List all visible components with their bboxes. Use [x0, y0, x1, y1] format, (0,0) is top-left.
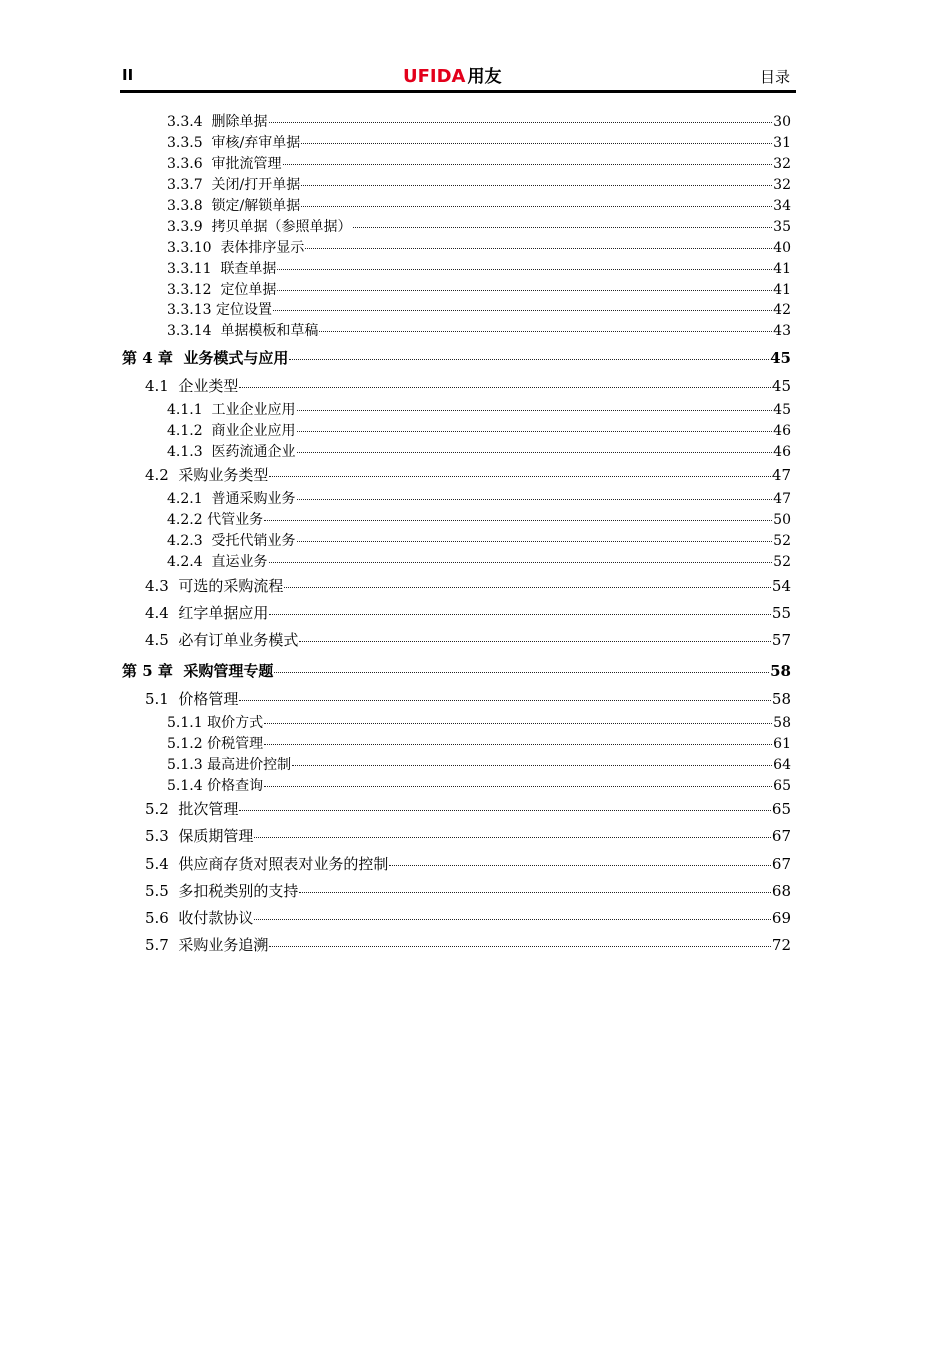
logo-text-en: UFIDA — [403, 66, 466, 87]
toc-entry-page: 45 — [771, 377, 791, 395]
toc-entry-page: 42 — [773, 302, 791, 318]
toc-entry-title: 代管业务 — [207, 512, 264, 528]
toc-entry-gap — [173, 349, 183, 367]
toc-entry-number: 4.4 — [145, 604, 169, 622]
toc-dot-leader — [269, 122, 773, 123]
toc-entry-number: 4.1.3 — [167, 444, 203, 460]
toc-entry-gap — [203, 198, 212, 214]
toc-entry-gap — [212, 282, 221, 298]
toc-entry[interactable] — [120, 798, 791, 819]
toc-entry-number: 4.1.1 — [167, 402, 203, 418]
toc-entry[interactable] — [120, 509, 791, 529]
toc-entry-page: 41 — [773, 261, 791, 277]
toc-entry[interactable] — [120, 299, 791, 319]
toc-entry-title: 审核/弃审单据 — [211, 135, 301, 151]
toc-entry-number: 4.3 — [145, 577, 169, 595]
toc-entry-title: 锁定/解锁单据 — [211, 198, 301, 214]
toc-entry-number: 4.2.3 — [167, 533, 203, 549]
toc-entry-title: 定位设置 — [215, 302, 272, 318]
toc-entry-gap — [203, 533, 212, 549]
toc-entry-title: 医药流通企业 — [211, 444, 296, 460]
toc-entry[interactable] — [120, 258, 791, 278]
toc-entry-page: 32 — [773, 177, 791, 193]
toc-entry-number: 5.7 — [145, 936, 169, 954]
toc-entry-number: 5.1.2 — [167, 736, 203, 752]
toc-entry-gap — [169, 690, 179, 708]
toc-entry[interactable] — [120, 688, 791, 709]
toc-entry-page: 32 — [773, 156, 791, 172]
toc-entry-number: 3.3.5 — [167, 135, 203, 151]
toc-entry-number: 4.2 — [145, 466, 169, 484]
toc-entry-title: 供应商存货对照表对业务的控制 — [178, 855, 389, 873]
toc-entry-gap — [169, 909, 179, 927]
toc-entry-number: 5.4 — [145, 855, 169, 873]
toc-entry-page: 57 — [771, 631, 791, 649]
toc-dot-leader — [277, 290, 772, 291]
toc-entry-title: 收付款协议 — [178, 909, 254, 927]
toc-entry[interactable] — [120, 132, 791, 152]
toc-entry[interactable] — [120, 853, 791, 874]
toc-dot-leader — [269, 476, 770, 477]
toc-chapter-entry[interactable] — [120, 347, 791, 368]
toc-entry[interactable] — [120, 399, 791, 419]
toc-entry-number: 3.3.13 — [167, 302, 212, 318]
toc-entry-page: 67 — [771, 827, 791, 845]
toc-entry[interactable] — [120, 530, 791, 550]
toc-dot-leader — [277, 269, 772, 270]
toc-entry-number: 3.3.7 — [167, 177, 203, 193]
toc-entry-page: 69 — [771, 909, 791, 927]
toc-entry-page: 58 — [771, 690, 791, 708]
toc-entry-number: 4.2.1 — [167, 491, 203, 507]
toc-entry-page: 54 — [771, 577, 791, 595]
toc-entry-page: 45 — [770, 349, 791, 367]
toc-entry-page: 64 — [773, 757, 791, 773]
toc-entry-page: 61 — [773, 736, 791, 752]
toc-entry[interactable] — [120, 551, 791, 571]
toc-entry-number: 5.1.1 — [167, 715, 203, 731]
toc-dot-leader — [284, 587, 770, 588]
toc-dot-leader — [297, 452, 773, 453]
toc-entry-number: 5.6 — [145, 909, 169, 927]
toc-entry[interactable] — [120, 375, 791, 396]
toc-entry-title: 工业企业应用 — [211, 402, 296, 418]
toc-entry-gap — [212, 240, 221, 256]
toc-entry-number: 4.1.2 — [167, 423, 203, 439]
toc-entry-page: 30 — [773, 114, 791, 130]
toc-entry-number: 3.3.14 — [167, 323, 212, 339]
toc-entry-page: 68 — [771, 882, 791, 900]
toc-entry-title: 批次管理 — [178, 800, 239, 818]
toc-dot-leader — [274, 672, 769, 673]
toc-entry-number: 5.1.3 — [167, 757, 203, 773]
toc-entry[interactable] — [120, 775, 791, 795]
toc-entry-gap — [173, 662, 183, 680]
toc-entry-page: 43 — [773, 323, 791, 339]
page-header — [120, 60, 796, 93]
toc-entry-gap — [203, 114, 212, 130]
section-title: 目录 — [759, 68, 790, 86]
toc-dot-leader — [301, 206, 772, 207]
toc-entry-page: 35 — [773, 219, 791, 235]
toc-entry-page: 52 — [773, 533, 791, 549]
ufida-logo — [403, 62, 501, 86]
toc-entry-title: 取价方式 — [207, 715, 264, 731]
toc-dot-leader — [264, 723, 772, 724]
toc-dot-leader — [301, 143, 772, 144]
toc-entry-title: 采购业务类型 — [178, 466, 269, 484]
toc-entry[interactable] — [120, 153, 791, 173]
toc-entry-gap — [203, 554, 212, 570]
toc-entry-gap — [169, 936, 179, 954]
toc-entry[interactable] — [120, 934, 791, 955]
toc-entry-number: 第 5 章 — [122, 662, 173, 680]
toc-dot-leader — [239, 810, 770, 811]
toc-dot-leader — [283, 164, 773, 165]
toc-entry-gap — [203, 423, 212, 439]
toc-entry-title: 采购业务追溯 — [178, 936, 269, 954]
toc-entry-title: 关闭/打开单据 — [211, 177, 301, 193]
toc-entry-gap — [169, 377, 179, 395]
toc-entry-gap — [169, 604, 179, 622]
toc-entry-page: 65 — [773, 778, 791, 794]
toc-entry-page: 34 — [773, 198, 791, 214]
toc-entry[interactable] — [120, 754, 791, 774]
toc-entry-page: 50 — [773, 512, 791, 528]
toc-entry-gap — [203, 219, 212, 235]
toc-entry-title: 必有订单业务模式 — [178, 631, 299, 649]
toc-entry-title: 企业类型 — [178, 377, 239, 395]
toc-entry-page: 52 — [773, 554, 791, 570]
toc-entry-page: 46 — [773, 423, 791, 439]
toc-entry[interactable] — [120, 712, 791, 732]
toc-entry-number: 3.3.6 — [167, 156, 203, 172]
toc-dot-leader — [254, 919, 770, 920]
toc-entry[interactable] — [120, 174, 791, 194]
toc-entry-gap — [203, 402, 212, 418]
toc-dot-leader — [292, 765, 772, 766]
toc-entry[interactable] — [120, 279, 791, 299]
toc-entry-gap — [169, 827, 179, 845]
toc-entry-gap — [203, 156, 212, 172]
toc-entry-number: 4.1 — [145, 377, 169, 395]
toc-entry-title: 可选的采购流程 — [178, 577, 284, 595]
page-number: II — [122, 66, 134, 84]
toc-entry-page: 58 — [770, 662, 791, 680]
toc-entry-number: 3.3.11 — [167, 261, 212, 277]
toc-entry-number: 5.1.4 — [167, 778, 203, 794]
toc-entry[interactable] — [120, 111, 791, 131]
toc-dot-leader — [297, 431, 773, 432]
toc-entry-title: 采购管理专题 — [183, 662, 274, 680]
toc-entry-gap — [169, 631, 179, 649]
toc-entry-title: 拷贝单据（参照单据） — [211, 219, 352, 235]
toc-dot-leader — [389, 865, 770, 866]
toc-entry-page: 40 — [773, 240, 791, 256]
toc-entry-page: 41 — [773, 282, 791, 298]
toc-entry[interactable] — [120, 825, 791, 846]
toc-entry[interactable] — [120, 420, 791, 440]
toc-entry-title: 业务模式与应用 — [183, 349, 289, 367]
toc-entry-number: 5.3 — [145, 827, 169, 845]
toc-entry[interactable] — [120, 488, 791, 508]
toc-entry-gap — [212, 323, 221, 339]
toc-entry-page: 55 — [771, 604, 791, 622]
toc-entry-gap — [169, 466, 179, 484]
toc-entry[interactable] — [120, 237, 791, 257]
toc-entry-title: 定位单据 — [220, 282, 277, 298]
toc-dot-leader — [289, 359, 769, 360]
toc-dot-leader — [273, 310, 772, 311]
toc-entry-title: 价格管理 — [178, 690, 239, 708]
toc-entry-gap — [212, 261, 221, 277]
toc-entry[interactable] — [120, 195, 791, 215]
toc-entry[interactable] — [120, 216, 791, 236]
toc-entry-page: 67 — [771, 855, 791, 873]
toc-entry-title: 保质期管理 — [178, 827, 254, 845]
toc-entry-title: 受托代销业务 — [211, 533, 296, 549]
toc-entry-number: 3.3.4 — [167, 114, 203, 130]
toc-entry-title: 普通采购业务 — [211, 491, 296, 507]
toc-dot-leader — [264, 786, 772, 787]
toc-entry[interactable] — [120, 464, 791, 485]
toc-entry-number: 5.2 — [145, 800, 169, 818]
toc-entry-title: 联查单据 — [220, 261, 277, 277]
toc-entry-page: 58 — [773, 715, 791, 731]
toc-entry-title: 单据模板和草稿 — [220, 323, 319, 339]
toc-entry-number: 4.2.4 — [167, 554, 203, 570]
toc-entry-page: 72 — [771, 936, 791, 954]
toc-dot-leader — [264, 520, 772, 521]
toc-entry-number: 3.3.12 — [167, 282, 212, 298]
logo-text-cn: 用友 — [467, 67, 502, 87]
toc-entry-title: 删除单据 — [211, 114, 268, 130]
toc-entry[interactable] — [120, 880, 791, 901]
toc-dot-leader — [297, 541, 773, 542]
toc-dot-leader — [269, 562, 773, 563]
toc-entry-title: 商业企业应用 — [211, 423, 296, 439]
toc-chapter-entry[interactable] — [120, 660, 791, 681]
toc-entry[interactable] — [120, 907, 791, 928]
toc-entry-title: 价格查询 — [207, 778, 264, 794]
toc-entry-number: 3.3.9 — [167, 219, 203, 235]
toc-entry[interactable] — [120, 733, 791, 753]
toc-dot-leader — [319, 331, 772, 332]
toc-dot-leader — [301, 185, 772, 186]
toc-entry-page: 47 — [773, 491, 791, 507]
toc-entry-gap — [169, 577, 179, 595]
toc-entry-number: 3.3.8 — [167, 198, 203, 214]
toc-entry-gap — [169, 800, 179, 818]
toc-dot-leader — [297, 410, 773, 411]
toc-entry-title: 红字单据应用 — [178, 604, 269, 622]
toc-entry-title: 表体排序显示 — [220, 240, 305, 256]
toc-entry-page: 45 — [773, 402, 791, 418]
toc-entry[interactable] — [120, 441, 791, 461]
toc-entry-gap — [203, 444, 212, 460]
toc-dot-leader — [297, 499, 773, 500]
toc-entry-title: 价税管理 — [207, 736, 264, 752]
toc-entry-number: 4.5 — [145, 631, 169, 649]
toc-entry[interactable] — [120, 602, 791, 623]
toc-dot-leader — [239, 387, 770, 388]
toc-entry-page: 31 — [773, 135, 791, 151]
toc-entry-number: 4.2.2 — [167, 512, 203, 528]
toc-entry-number: 5.1 — [145, 690, 169, 708]
toc-dot-leader — [239, 700, 770, 701]
toc-entry-gap — [169, 855, 179, 873]
toc-dot-leader — [299, 641, 770, 642]
toc-entry-page: 65 — [771, 800, 791, 818]
toc-entry-title: 直运业务 — [211, 554, 268, 570]
toc-entry-gap — [203, 177, 212, 193]
toc-dot-leader — [269, 946, 770, 947]
toc-entry[interactable] — [120, 629, 791, 650]
toc-entry-title: 最高进价控制 — [207, 757, 292, 773]
toc-dot-leader — [305, 248, 772, 249]
toc-dot-leader — [299, 892, 770, 893]
toc-entry-gap — [169, 882, 179, 900]
toc-entry-number: 3.3.10 — [167, 240, 212, 256]
toc-dot-leader — [353, 227, 773, 228]
toc-entry-page: 46 — [773, 444, 791, 460]
toc-entry-number: 第 4 章 — [122, 349, 173, 367]
toc-entry-page: 47 — [771, 466, 791, 484]
toc-entry-number: 5.5 — [145, 882, 169, 900]
toc-entry-gap — [203, 135, 212, 151]
toc-entry-gap — [203, 491, 212, 507]
toc-dot-leader — [264, 744, 772, 745]
toc-entry-title: 多扣税类别的支持 — [178, 882, 299, 900]
toc-entry[interactable] — [120, 320, 791, 340]
toc-entry[interactable] — [120, 575, 791, 596]
toc-dot-leader — [254, 837, 770, 838]
toc-entry-title: 审批流管理 — [211, 156, 282, 172]
toc-dot-leader — [269, 614, 770, 615]
